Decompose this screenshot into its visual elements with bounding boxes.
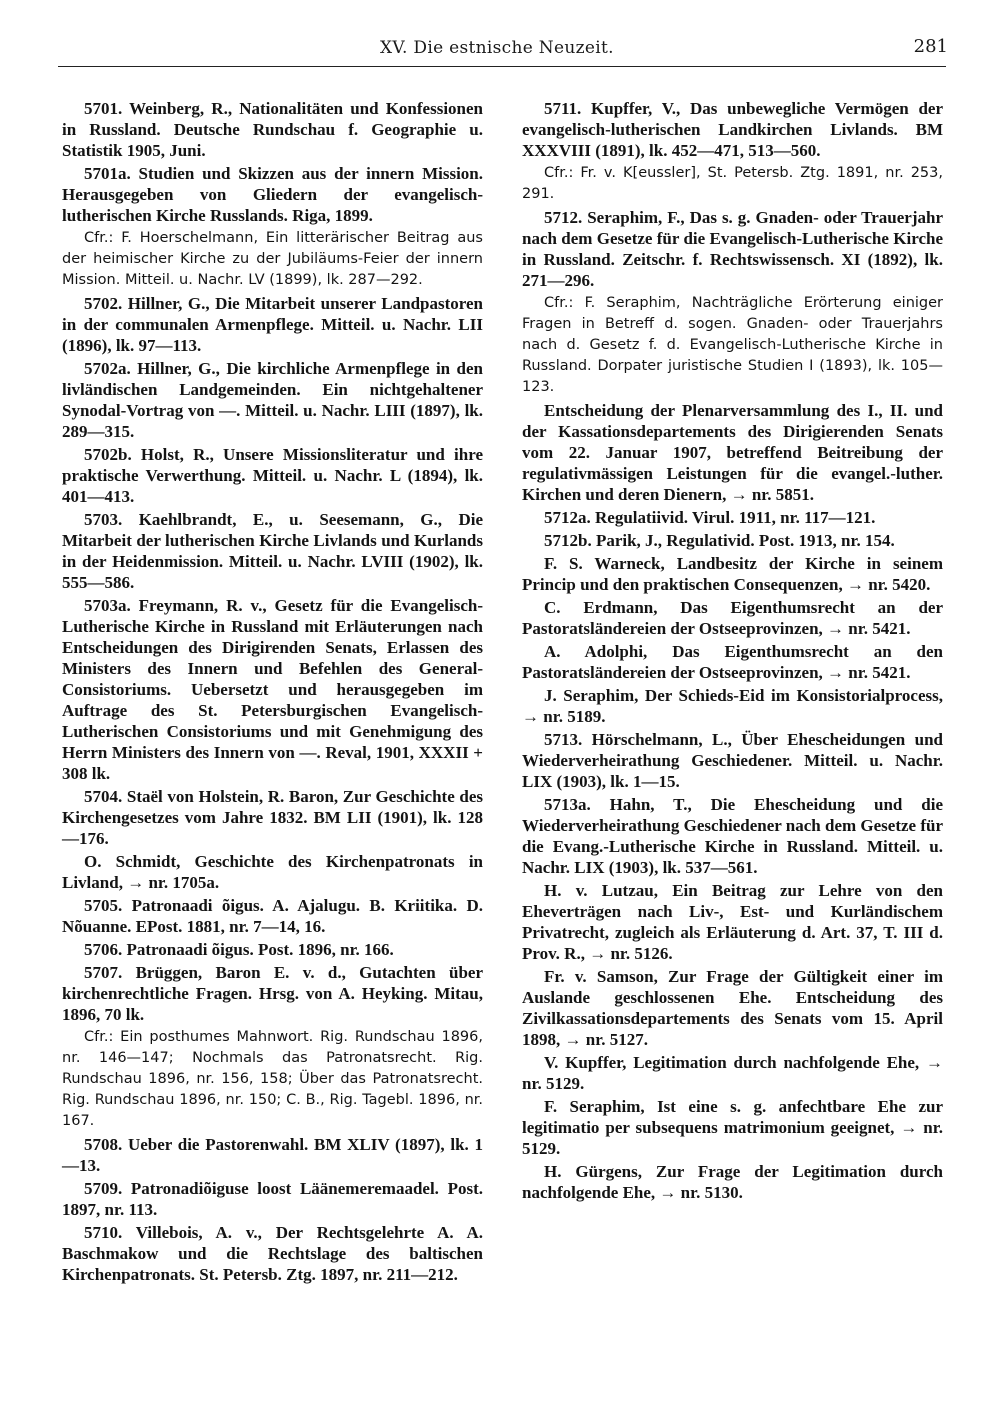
bibliography-entry: 5703. Kaehlbrandt, E., u. Seesemann, G., Die Mitarbeit der lutherischen Kirche Livlands und Kurlands in der Heidenmission. Mitteil. u. Nachr. LVIII (1902), lk. 555—586.	[62, 510, 483, 592]
bibliography-entry: O. Schmidt, Geschichte des Kirchenpatronats in Livland, → nr. 1705a.	[62, 852, 483, 892]
bibliography-entry: 5705. Patronaadi õigus. A. Ajalugu. B. Kriitika. D. Nõuanne. EPost. 1881, nr. 7—14, 16.	[62, 896, 483, 936]
bibliography-entry: Cfr.: Fr. v. K[eussler], St. Petersb. Ztg. 1891, nr. 253, 291.	[522, 165, 943, 202]
bibliography-entry: F. Seraphim, Ist eine s. g. anfechtbare Ehe zur legitimatio per subsequens matrimonium geeignet, → nr. 5129.	[522, 1097, 943, 1158]
bibliography-entry: Cfr.: F. Seraphim, Nachträgliche Erörterung einiger Fragen in Betreff d. sogen. Gnaden- oder Trauerjahrs nach d. Gesetz f. d. Evangelisch-Lutherische Kirche in Russland. Dorpater juristische Studien I (1893), lk. 105—123.	[522, 295, 943, 395]
bibliography-entry: Fr. v. Samson, Zur Frage der Gültigkeit einer im Auslande geschlossenen Ehe. Entscheidung des Zivilkassationsdepartements des Senats vom 15. April 1898, → nr. 5127.	[522, 967, 943, 1049]
running-title: XV. Die estnische Neuzeit.	[380, 38, 614, 58]
bibliography-entry: 5706. Patronaadi õigus. Post. 1896, nr. 166.	[84, 940, 394, 959]
header-rule	[58, 66, 946, 67]
bibliography-entry: 5701a. Studien und Skizzen aus der innern Mission. Herausgegeben von Gliedern der evangelisch-lutherischen Kirche Russlands. Riga, 1899.	[62, 164, 483, 225]
bibliography-entry: F. S. Warneck, Landbesitz der Kirche in seinem Princip und den praktischen Consequenzen, → nr. 5420.	[522, 554, 943, 594]
bibliography-entry: 5702. Hillner, G., Die Mitarbeit unserer Landpastoren in der communalen Armenpflege. Mitteil. u. Nachr. LII (1896), lk. 97—113.	[62, 294, 483, 355]
bibliography-entry: Entscheidung der Plenarversammlung des I., II. und der Kassationsdepartements des Dirigierenden Senats vom 22. Januar 1907, betreffend Beitreibung der regulativmässigen Leistungen für die evangel.-luther. Kirchen und deren Dienern, → nr. 5851.	[522, 401, 943, 504]
bibliography-entry: H. Gürgens, Zur Frage der Legitimation durch nachfolgende Ehe, → nr. 5130.	[522, 1162, 943, 1202]
bibliography-entry: 5712a. Regulatiivid. Virul. 1911, nr. 117—121.	[544, 508, 876, 527]
bibliography-entry: Cfr.: Ein posthumes Mahnwort. Rig. Rundschau 1896, nr. 146—147; Nochmals das Patronatsrecht. Rig. Rundschau 1896, nr. 156, 158; Über das Patronatsrecht. Rig. Rundschau 1896, nr. 150; C. B., Rig. Tagebl. 1896, nr. 167.	[62, 1029, 483, 1129]
bibliography-entry: A. Adolphi, Das Eigenthumsrecht an den Pastoratsländereien der Ostseeprovinzen, → nr. 5421.	[522, 642, 943, 682]
left-column	[62, 98, 483, 1287]
bibliography-entry: 5707. Brüggen, Baron E. v. d., Gutachten über kirchenrechtliche Fragen. Hrsg. von A. Heyking. Mitau, 1896, 70 lk.	[62, 963, 483, 1024]
bibliography-entry: 5712b. Parik, J., Regulativid. Post. 1913, nr. 154.	[544, 531, 895, 550]
running-header	[0, 34, 1000, 64]
bibliography-entry: C. Erdmann, Das Eigenthumsrecht an der Pastoratsländereien der Ostseeprovinzen, → nr. 5421.	[522, 598, 943, 638]
right-column	[522, 98, 943, 1205]
bibliography-entry: 5702a. Hillner, G., Die kirchliche Armenpflege in den livländischen Landgemeinden. Ein nichtgehaltener Synodal-Vortrag von —. Mitteil. u. Nachr. LIII (1897), lk. 289—315.	[62, 359, 483, 441]
bibliography-entry: J. Seraphim, Der Schieds-Eid im Konsistorialprocess, → nr. 5189.	[522, 686, 943, 726]
bibliography-entry: 5704. Staël von Holstein, R. Baron, Zur Geschichte des Kirchengesetzes vom Jahre 1832. BM LII (1901), lk. 128—176.	[62, 787, 483, 848]
bibliography-entry: Cfr.: F. Hoerschelmann, Ein litterärischer Beitrag aus der heimischer Kirche zu der Jubiläums-Feier der innern Mission. Mitteil. u. Nachr. LV (1899), lk. 287—292.	[62, 230, 483, 288]
bibliography-entry: 5703a. Freymann, R. v., Gesetz für die Evangelisch-Lutherische Kirche in Russland mit Erläuterungen nach Entscheidungen des Dirigirenden Senats, Erlassen des Ministers des Innern und Befehlen des General-Consistoriums. Uebersetzt und herausgegeben im Auftrage des St. Petersburgischen Evangelisch-Lutherischen Consistoriums und mit Genehmigung des Herrn Ministers des Innern von —. Reval, 1901, XXXII + 308 lk.	[62, 596, 483, 783]
bibliography-entry: 5713. Hörschelmann, L., Über Ehescheidungen und Wiederverheirathung Geschiedener. Mitteil. u. Nachr. LIX (1903), lk. 1—15.	[522, 730, 943, 791]
bibliography-entry: 5710. Villebois, A. v., Der Rechtsgelehrte A. A. Baschmakow und die Rechtslage des baltischen Kirchenpatronats. St. Petersb. Ztg. 1897, nr. 211—212.	[62, 1223, 483, 1284]
bibliography-entry: 5713a. Hahn, T., Die Ehescheidung und die Wiederverheirathung Geschiedener nach dem Gesetze für die Evang.-Lutherische Kirche in Russland. Mitteil. u. Nachr. LIX (1903), lk. 537—561.	[522, 795, 943, 877]
page-number: 281	[913, 36, 948, 57]
bibliography-entry: 5712. Seraphim, F., Das s. g. Gnaden- oder Trauerjahr nach dem Gesetze für die Evangelisch-Lutherische Kirche in Russland. Zeitschr. f. Rechtswissensch. XI (1892), lk. 271—296.	[522, 208, 943, 290]
bibliography-entry: 5702b. Holst, R., Unsere Missionsliteratur und ihre praktische Verwerthung. Mitteil. u. Nachr. L (1894), lk. 401—413.	[62, 445, 483, 506]
bibliography-entry: V. Kupffer, Legitimation durch nachfolgende Ehe, → nr. 5129.	[522, 1053, 943, 1093]
bibliography-entry: 5711. Kupffer, V., Das unbewegliche Vermögen der evangelisch-lutherischen Landkirchen Livlands. BM XXXVIII (1891), lk. 452—471, 513—560.	[522, 99, 943, 160]
bibliography-entry: 5701. Weinberg, R., Nationalitäten und Konfessionen in Russland. Deutsche Rundschau f. Geographie u. Statistik 1905, Juni.	[62, 99, 483, 160]
bibliography-entry: H. v. Lutzau, Ein Beitrag zur Lehre von den Eheverträgen nach Liv-, Est- und Kurländischem Privatrecht, zugleich als Erläuterung d. Art. 37, T. III d. Prov. R., → nr. 5126.	[522, 881, 943, 963]
bibliography-entry: 5708. Ueber die Pastorenwahl. BM XLIV (1897), lk. 1—13.	[62, 1135, 483, 1175]
bibliography-entry: 5709. Patronadiõiguse loost Läänemeremaadel. Post. 1897, nr. 113.	[62, 1179, 483, 1219]
